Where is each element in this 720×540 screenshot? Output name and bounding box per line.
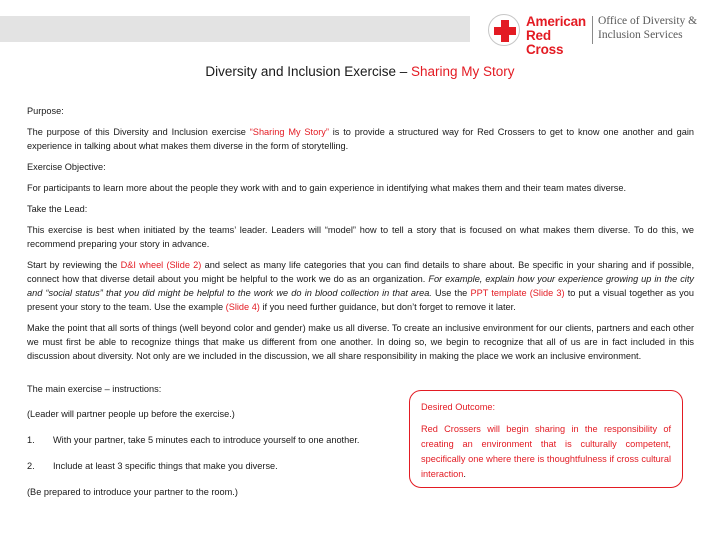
lead-heading: Take the Lead: — [27, 204, 88, 214]
step-number: 1. — [27, 435, 35, 445]
step-number: 2. — [27, 461, 35, 471]
partner-note: (Be prepared to introduce your partner to the room.) — [27, 487, 238, 497]
step-item — [27, 459, 278, 473]
example-italic: For example, explain how your experience growing up in the city and “social status” that you did might be helpful to the work we do in blood collection in that area. — [27, 274, 694, 298]
ppt-template-link[interactable]: PPT template (Slide 3) — [470, 288, 565, 298]
purpose-paragraph: The purpose of this Diversity and Inclusion exercise “Sharing My Story” is to provide a structured way for Red Crossers to get to know one another and gain experience in talking about what makes them diverse in the form of storytelling. — [27, 127, 695, 151]
page-title — [0, 64, 720, 79]
step-text: With your partner, take 5 minutes each to introduce yourself to one another. — [53, 435, 360, 445]
desired-outcome-box — [409, 390, 683, 488]
step-text: Include at least 3 specific things that make you diverse. — [53, 461, 278, 471]
red-cross-logo — [488, 14, 710, 57]
objective-heading: Exercise Objective: — [27, 162, 106, 172]
lead-paragraph: This exercise is best when initiated by the teams’ leader. Leaders will “model” how to tell a story that is focused on what makes them diverse. To do this, we recommend preparing your story in advance. — [27, 225, 694, 249]
title-accent: Sharing My Story — [411, 64, 515, 79]
document-body — [27, 104, 694, 370]
point-paragraph: Make the point that all sorts of things (well beyond color and gender) make us all diverse. To create an inclusive environment for our clients, partners and each other we must first be able to recognize things that make us different from one another. In doing so, we begin to recognize that all of us are in fact included in this discussion about diversity. Not only are we included in the discussion, we all share responsibility in making the place we work an inclusive environment. — [27, 323, 694, 361]
purpose-heading: Purpose: — [27, 106, 64, 116]
logo-org-name: American Red Cross — [526, 14, 586, 57]
main-exercise-heading: The main exercise – instructions: — [27, 384, 162, 394]
objective-paragraph: For participants to learn more about the people they work with and to gain experience in identifying what makes them and their team mates diverse. — [27, 183, 627, 193]
outcome-text: Red Crossers will begin sharing in the responsibility of creating an environment that is culturally competent, specifically one where there is thoughtfulness if cross cultural interaction. — [421, 424, 671, 479]
step-item — [27, 433, 359, 447]
example-slide-link[interactable]: (Slide 4) — [225, 302, 260, 312]
exercise-name-highlight: “Sharing My Story” — [249, 127, 329, 137]
outcome-title: Desired Outcome: — [421, 402, 496, 412]
leader-note: (Leader will partner people up before the exercise.) — [27, 409, 235, 419]
di-wheel-link[interactable]: D&I wheel (Slide 2) — [120, 260, 202, 270]
title-main: Diversity and Inclusion Exercise – — [205, 64, 412, 79]
red-cross-icon — [488, 14, 520, 46]
start-paragraph: Start by reviewing the D&I wheel (Slide 2) and select as many life categories that you can find details to share about. Be specific in your sharing and if possible, connect how that diverse detail about you might be helpful to the work we do as an organization. For example, explain how your experience growing up in the city and “social status” that you did might be helpful to the work we do in blood collection in that area. Use the PPT template (Slide 3) to put a visual together as you present your story to the team. Use the example (Slide 4) if you need further guidance, but don’t forget to remove it later. — [27, 260, 694, 312]
logo-division: Office of Diversity & Inclusion Services — [598, 15, 698, 41]
header-bar — [0, 16, 470, 42]
logo-divider — [592, 16, 593, 44]
